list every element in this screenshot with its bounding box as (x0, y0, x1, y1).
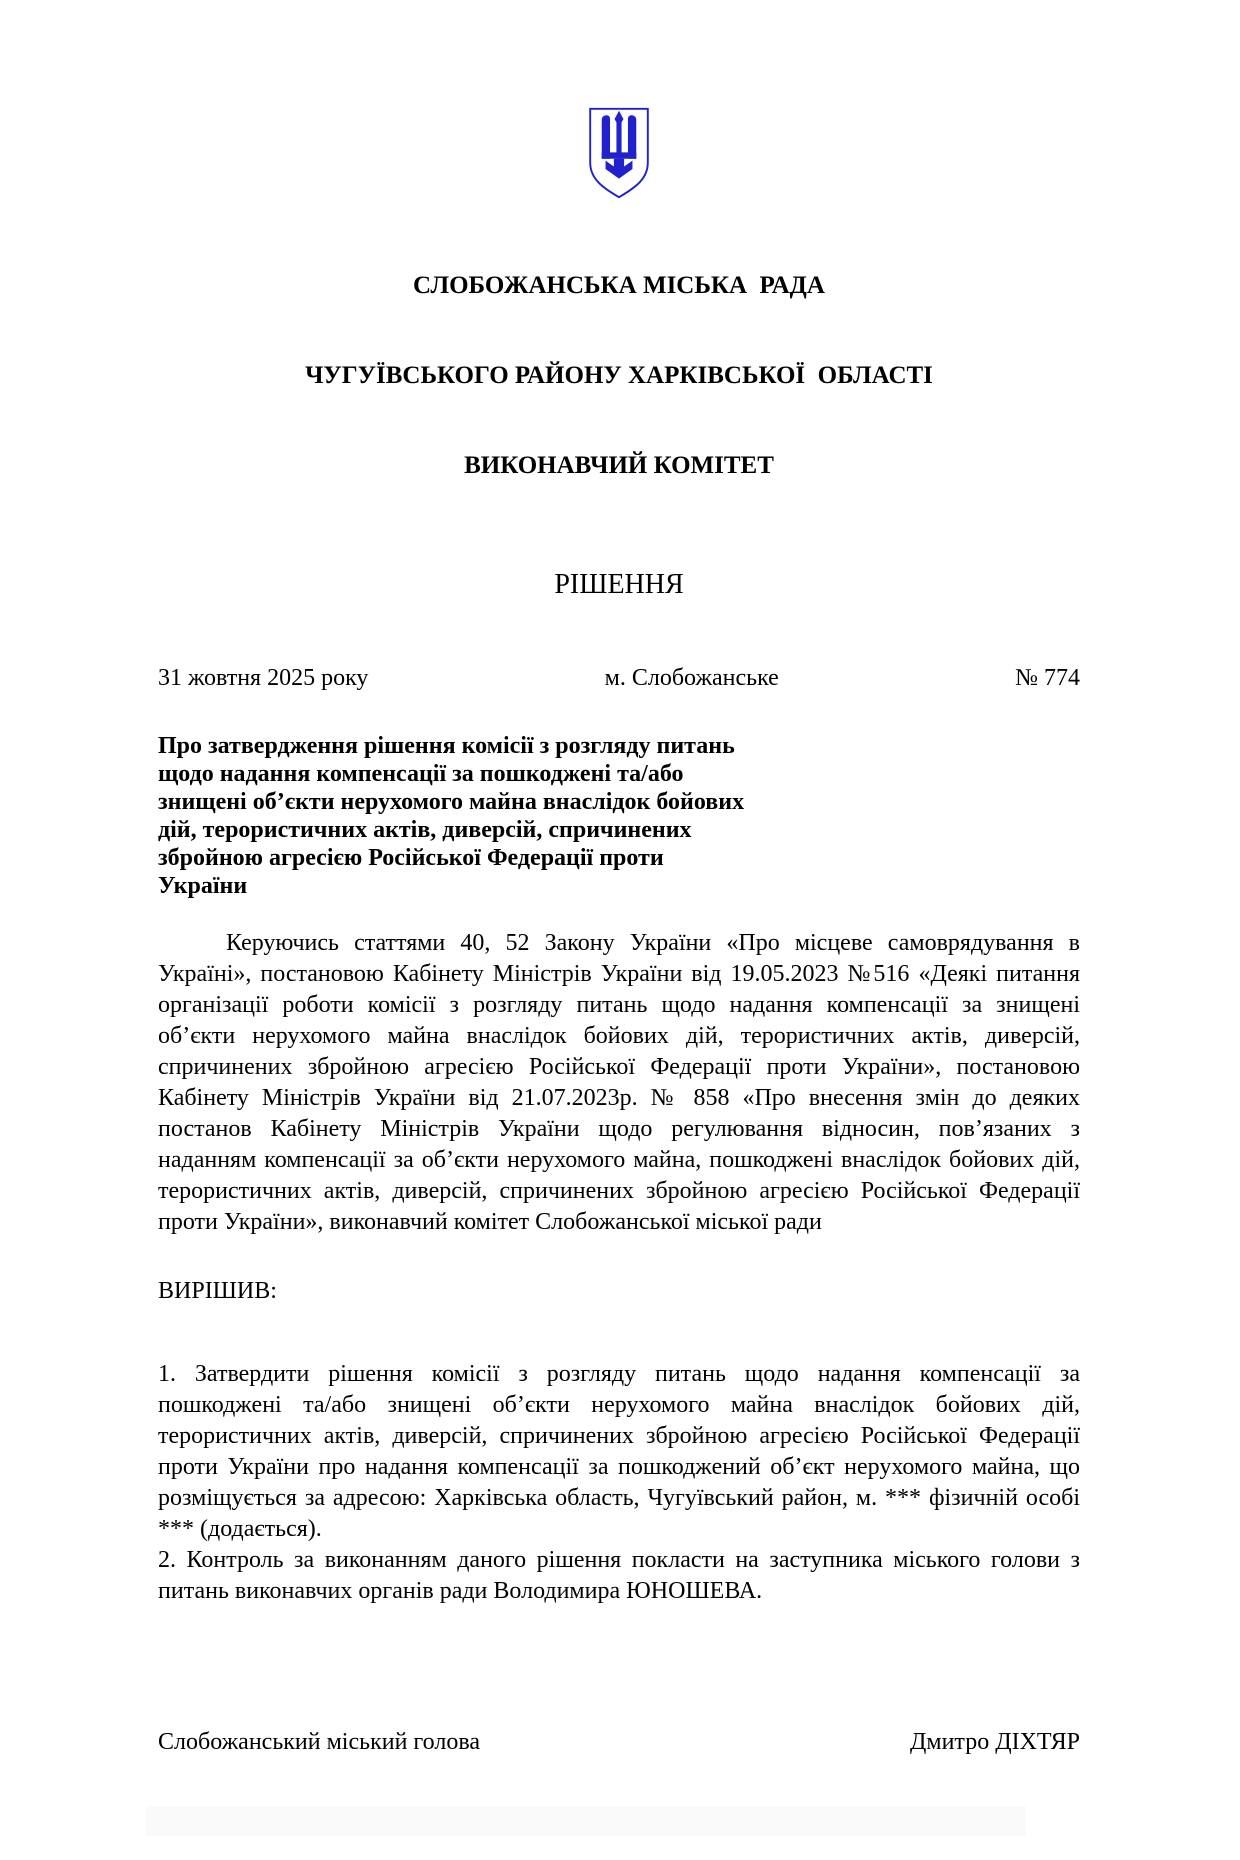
signatory-position: Слобожанський міський голова (158, 1729, 480, 1755)
ukraine-trident-icon (587, 106, 651, 200)
signatory-name: Дмитро ДІХТЯР (910, 1729, 1080, 1755)
signature-stamp-area (146, 1806, 1026, 1836)
resolution-item-1: 1. Затвердити рішення комісії з розгляду питань щодо надання компенсації за пошкоджені та/або знищені об’єкти нерухомого майна внаслідок бойових дій, терористичних актів, диверсій, спричинених збройною агресією Російської Федерації проти України про надання компенсації за пошкоджений об’єкт нерухомого майна, що розміщується за адресою: Харківська область, Чугуївський район, м. *** фізичній особі *** (додається). (158, 1361, 1080, 1542)
document-title: Про затвердження рішення комісії з розгляду питань щодо надання компенсації за пошкоджені та/або знищені об’єкти нерухомого майна внаслідок бойових дій, терористичних актів, диверсій, спричинених збройною агресією Російської Федерації проти України (158, 733, 745, 899)
org-name-line2: ЧУГУЇВСЬКОГО РАЙОНУ ХАРКІВСЬКОЇ ОБЛАСТІ (305, 362, 933, 389)
org-name-line3: ВИКОНАВЧИЙ КОМІТЕТ (464, 452, 774, 479)
resolved-label: ВИРІШИВ: (158, 1278, 277, 1304)
document-meta-row (158, 665, 1080, 692)
trident-glyph (602, 111, 637, 179)
document-page (0, 106, 1240, 1860)
resolution-items (158, 1359, 1080, 1607)
emblem-container (158, 106, 1080, 205)
signature-row (158, 1729, 1080, 1756)
organization-header (158, 211, 1080, 541)
preamble-paragraph: Керуючись статтями 40, 52 Закону України «Про місцеве самоврядування в Україні», постановою Кабінету Міністрів України від 19.05.2023 №516 «Деякі питання організації роботи комісії з розгляду питань щодо надання компенсації за знищені об’єкти нерухомого майна внаслідок бойових дій, терористичних актів, диверсій, спричинених збройною агресією Російської Федерації проти України», постановою Кабінету Міністрів України від 21.07.2023р. № 858 «Про внесення змін до деяких постанов Кабінету Міністрів України щодо регулювання відносин, пов’язаних з наданням компенсації за об’єкти нерухомого майна, пошкоджені внаслідок бойових дій, терористичних актів, диверсій, спричинених збройною агресією Російської Федерації проти України», виконавчий комітет Слобожанської міської ради (158, 930, 1080, 1235)
document-place: м. Слобожанське (604, 665, 779, 691)
document-date: 31 жовтня 2025 року (158, 665, 369, 691)
document-number: № 774 (1015, 665, 1080, 691)
document-type-heading: РІШЕННЯ (554, 569, 684, 600)
resolution-item-2: 2. Контроль за виконанням даного рішення покласти на заступника міського голови з питань виконавчих органів ради Володимира ЮНОШЕВА. (158, 1547, 1080, 1604)
org-name-line1: СЛОБОЖАНСЬКА МІСЬКА РАДА (413, 272, 825, 299)
